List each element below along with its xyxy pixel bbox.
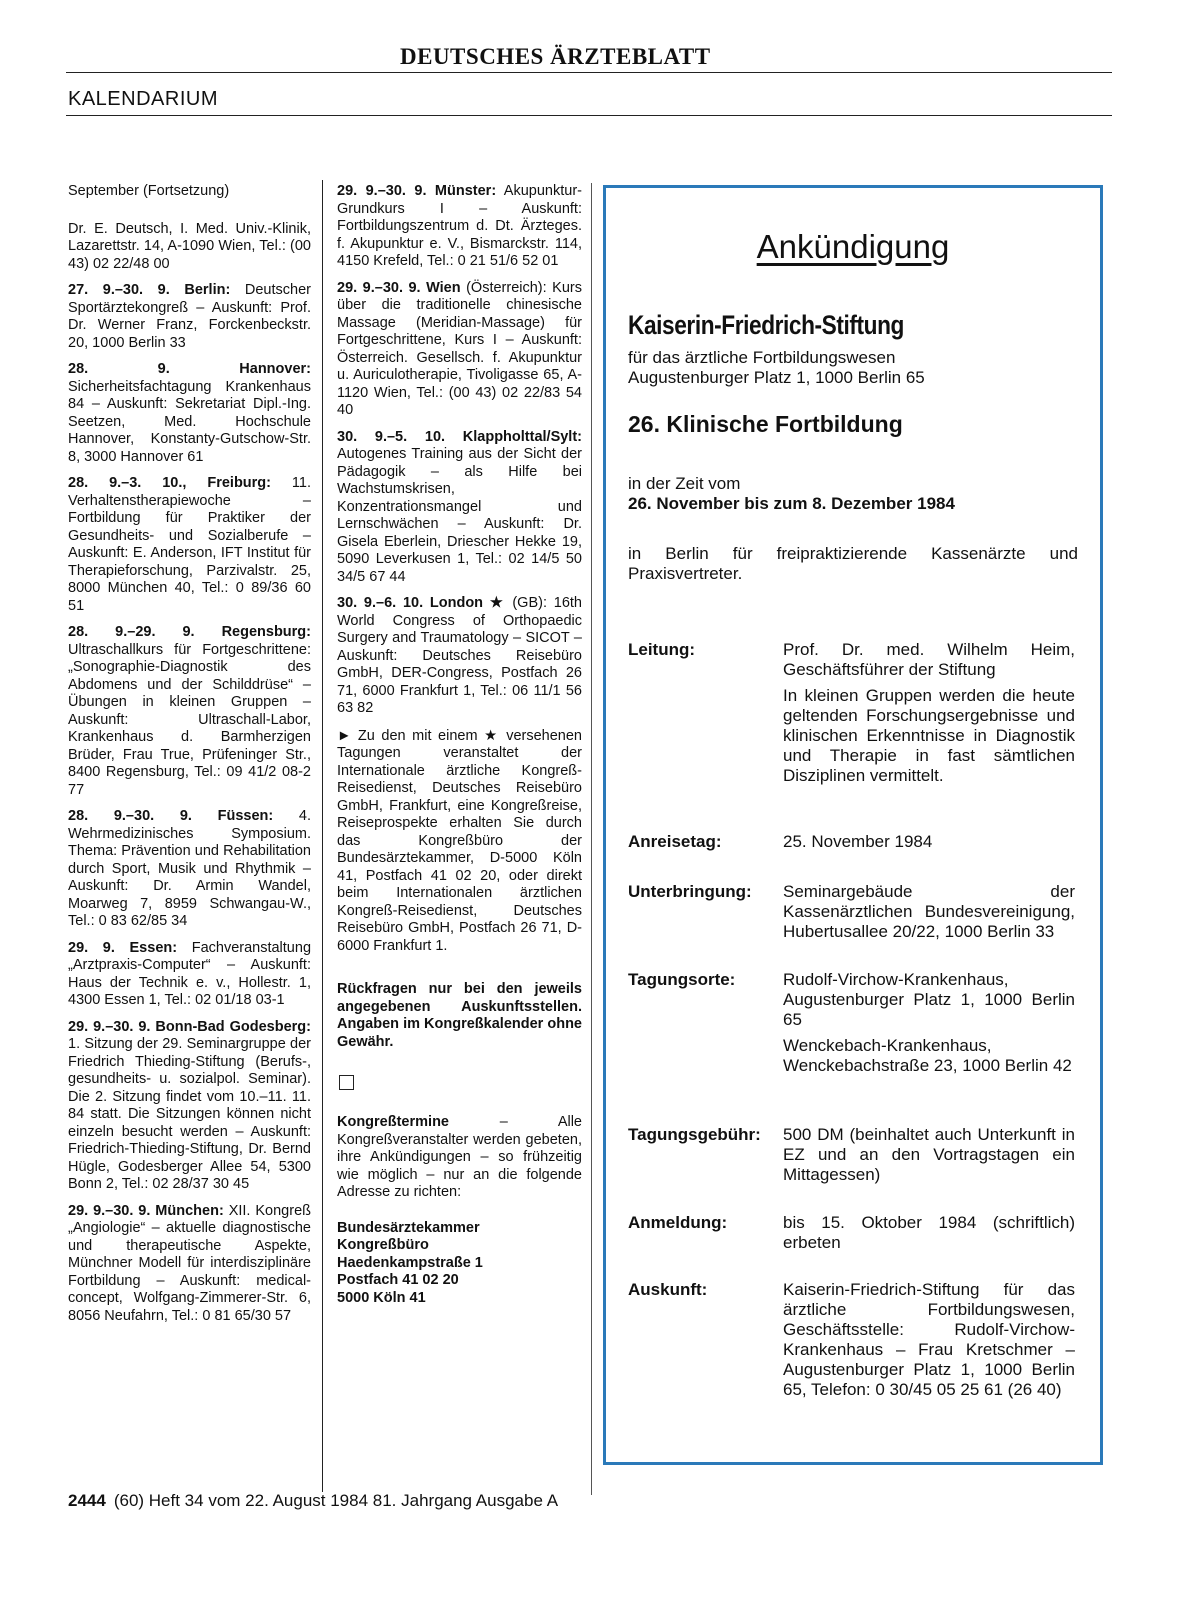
address-line: Haedenkampstraße 1 xyxy=(337,1254,483,1271)
announcement-box xyxy=(603,185,1103,1465)
page-footer xyxy=(68,1491,558,1511)
detail-label: Anmeldung: xyxy=(628,1213,728,1232)
checkbox-icon xyxy=(339,1075,354,1090)
kongress-heading: Kongreßtermine xyxy=(337,1114,449,1130)
contact-address xyxy=(337,1220,582,1308)
course-dates xyxy=(628,474,1078,514)
calendar-entry xyxy=(337,280,582,420)
entry-date-place: 29. 9.–30. 9. Bonn-Bad Godesberg: xyxy=(68,1018,311,1035)
address-line: Postfach 41 02 20 xyxy=(337,1272,459,1288)
entry-date-place: 28. 9.–29. 9. Regensburg: xyxy=(68,624,311,640)
entry-date-place: 28. 9.–3. 10., Freiburg: xyxy=(68,475,271,491)
entry-text: Autogenes Training aus der Sicht der Pädagogik – als Hilfe bei Wachstumskrisen, Konzentrationsmangel und Lernschwächen – Auskunft: Dr. Gisela Eberlein, Driescher Hekke 19, 5090 Leverkusen 1, Tel.: 02 14/5 50 34/5 67 44 xyxy=(337,446,582,585)
entry-text: Deutscher Sportärztekongreß – Auskunft: Prof. Dr. Werner Franz, Forckenbeckstr. 20, 1000 Berlin 33 xyxy=(68,282,311,351)
calendar-column-2 xyxy=(337,183,582,1307)
detail-value xyxy=(783,1125,1075,1191)
calendar-entries xyxy=(68,282,311,1325)
calendar-entry xyxy=(68,1203,311,1326)
address-line: Bundesärztekammer xyxy=(337,1219,480,1236)
entry-date-place: 27. 9.–30. 9. Berlin: xyxy=(68,282,231,298)
detail-paragraph: 25. November 1984 xyxy=(783,832,933,851)
calendar-entry xyxy=(337,595,582,718)
detail-value xyxy=(783,640,1075,792)
detail-label: Tagungsgebühr: xyxy=(628,1125,761,1144)
entry-text: (GB): 16th World Congress of Orthopaedic Surgery and Traumatology – SICOT – Auskunft: Deutsches Reisebüro GmbH, DER-Congress, Postfach 26 71, 6000 Frankfurt 1, Tel.: 06 11/1 56 63 82 xyxy=(337,595,582,716)
detail-paragraph: Prof. Dr. med. Wilhelm Heim, Geschäftsführer der Stiftung xyxy=(783,640,1075,679)
section-title: KALENDARIUM xyxy=(68,88,218,110)
entry-date-place: 28. 9.–30. 9. Füssen: xyxy=(68,808,274,824)
calendar-entry xyxy=(68,282,311,352)
entry-date-place: 28. 9. Hannover: xyxy=(68,361,311,377)
calendar-entry xyxy=(68,1019,311,1194)
entry-date-place: 29. 9.–30. 9. Wien xyxy=(337,279,461,296)
entry-date-place: 29. 9. Essen: xyxy=(68,939,178,956)
detail-label: Tagungsorte: xyxy=(628,970,736,989)
entry-text: Ultraschallkurs für Fortgeschrittene: „Sonographie-Diagnostik des Abdomens und der Schilddrüse“ – Übungen in kleinen Gruppen – Auskunft: Ultraschall-Labor, Krankenhaus d. Barmherzigen Brüder, Frau True, Prüfeninger Str., 8400 Regensburg, Tel.: 09 41/2 08-2 77 xyxy=(68,641,311,798)
header-rule xyxy=(66,72,1112,73)
calendar-entry xyxy=(68,940,311,1010)
org-address: Augustenburger Platz 1, 1000 Berlin 65 xyxy=(628,368,925,387)
detail-paragraph: Rudolf-Virchow-Krankenhaus, Augustenburger Platz 1, 1000 Berlin 65 xyxy=(783,970,1075,1029)
detail-paragraph: 500 DM (beinhaltet auch Unterkunft in EZ und an den Vortragstagen ein Mittagessen) xyxy=(783,1125,1075,1184)
disclaimer-note: Rückfragen nur bei den jeweils angegebenen Auskunftsstellen. Angaben im Kongreßkalender ohne Gewähr. xyxy=(337,981,582,1050)
calendar-entry xyxy=(337,183,582,271)
course-heading: 26. Klinische Fortbildung xyxy=(628,411,903,437)
announcement-title: Ankündigung xyxy=(756,228,950,265)
calendar-entry xyxy=(68,475,311,615)
calendar-column-1 xyxy=(68,183,311,1334)
kongress-text: – Alle Kongreßveranstalter werden gebeten, ihre Ankündigungen – so frühzeitig wie möglich – nur an die folgende Adresse zu richten: xyxy=(337,1114,582,1200)
detail-label: Unterbringung: xyxy=(628,882,752,901)
detail-value xyxy=(783,882,1075,948)
calendar-entry xyxy=(337,429,582,587)
page-number: 2444 xyxy=(68,1491,106,1510)
dates-label: in der Zeit vom xyxy=(628,474,741,493)
calendar-entry xyxy=(68,361,311,466)
issue-info: (60) Heft 34 vom 22. August 1984 81. Jahrgang Ausgabe A xyxy=(113,1491,559,1510)
course-audience: in Berlin für freipraktizierende Kassenärzte und Praxisvertreter. xyxy=(628,544,1078,583)
entry-date-place: 30. 9.–6. 10. London ★ xyxy=(337,595,506,611)
entry-date-place: 29. 9.–30. 9. Münster: xyxy=(337,183,497,199)
entry-text: 1. Sitzung der 29. Seminargruppe der Friedrich Thieding-Stiftung (Berufs-, gesundheits- u. sozialpol. Seminar). Die 2. Sitzung findet vom 10.–11. 11. 84 statt. Die Sitzungen können nicht einzeln besucht werden – Auskunft: Friedrich-Thieding-Stiftung, Dr. Bernd Hügle, Godesberger Allee 54, 5300 Bonn 2, Tel.: 02 28/37 30 45 xyxy=(68,1036,311,1192)
detail-value xyxy=(783,832,1075,858)
entry-text: Sicherheitsfachtagung Krankenhaus 84 – Auskunft: Sekretariat Dipl.-Ing. Seetzen, Med. Hochschule Hannover, Konstanty-Gutschow-Str. 8, 3000 Hannover 61 xyxy=(68,378,311,465)
entry-text: (Österreich): Kurs über die traditionelle chinesische Massage (Meridian-Massage) für Fortgeschrittene, Kurs I – Auskunft: Österreich. Gesellsch. f. Akupunktur u. Auriculotherapie, Tivoligasse 65, A-1120 Wien, Tel.: (00 43) 02 22/83 54 40 xyxy=(337,279,582,418)
column-divider xyxy=(322,180,323,1492)
calendar-entries xyxy=(337,183,582,718)
entry-text: Akupunktur-Grundkurs I – Auskunft: Fortbildungszentrum d. Dt. Ärzteges. f. Akupunktur e. V., Bismarckstr. 114, 4150 Krefeld, Tel.: 0 21 51/6 52 01 xyxy=(337,183,582,269)
entry-date-place: 29. 9.–30. 9. München: xyxy=(68,1202,224,1219)
entry-text: XII. Kongreß „Angiologie“ – aktuelle diagnostische und therapeutische Aspekte, Münchner Modell für interdisziplinäre Fortbildung – Auskunft: medical-concept, Wolfgang-Zimmerer-Str. 6, 8056 Neufahrn, Tel.: 0 81 65/30 57 xyxy=(68,1202,311,1324)
organization-subtitle xyxy=(628,348,1078,388)
entry-text: 4. Wehrmedizinisches Symposium. Thema: Prävention und Rehabilitation durch Sport, Musik und Rhythmik – Auskunft: Dr. Armin Wandel, Moarweg 7, 8959 Schwangau-W., Tel.: 0 83 62/85 34 xyxy=(68,808,311,929)
detail-paragraph: In kleinen Gruppen werden die heute geltenden Forschungsergebnisse und klinischen Erkenntnisse in Diagnostik und Therapie in fast sämtlichen Disziplinen vermittelt. xyxy=(783,686,1075,785)
section-rule xyxy=(66,115,1112,116)
entry-date-place: 30. 9.–5. 10. Klappholttal/Sylt: xyxy=(337,428,582,445)
dates-range: 26. November bis zum 8. Dezember 1984 xyxy=(628,494,955,513)
entry-text: 11. Verhaltenstherapiewoche – Fortbildung für Praktiker der Gesundheits- und Sozialberufe – Auskunft: E. Anderson, IFT Institut für Therapieforschung, Parzivalstr. 25, 8000 München 40, Tel.: 0 89/36 60 51 xyxy=(68,475,311,614)
detail-paragraph: Wenckebach-Krankenhaus, Wenckebachstraße 23, 1000 Berlin 42 xyxy=(783,1036,1072,1075)
detail-value xyxy=(783,1213,1075,1259)
entry-text: Fachveranstaltung „Arztpraxis-Computer“ – Auskunft: Haus der Technik e. v., Hollestr. 1, 4300 Essen 1, Tel.: 02 01/18 03-1 xyxy=(68,939,312,1008)
organization-name: Kaiserin-Friedrich-Stiftung xyxy=(628,310,904,340)
continuation-text: Dr. E. Deutsch, I. Med. Univ.-Klinik, Lazarettstr. 14, A-1090 Wien, Tel.: (00 43) 02 22/48 00 xyxy=(68,220,311,272)
detail-label: Leitung: xyxy=(628,640,696,659)
detail-paragraph: Kaiserin-Friedrich-Stiftung für das ärztliche Fortbildungswesen, Geschäftsstelle: Rudolf-Virchow-Krankenhaus – Frau Kretschmer – Augustenburger Platz 1, 1000 Berlin 65, Telefon: 0 30/45 05 25 61 (26 40) xyxy=(783,1280,1075,1399)
detail-paragraph: Seminargebäude der Kassenärztlichen Bundesvereinigung, Hubertusallee 20/22, 1000 Berlin 33 xyxy=(783,882,1075,941)
address-line: 5000 Köln 41 xyxy=(337,1289,426,1306)
column-divider xyxy=(591,183,592,1495)
calendar-entry xyxy=(68,808,311,931)
detail-label: Auskunft: xyxy=(628,1280,708,1299)
detail-value xyxy=(783,1280,1075,1406)
kongress-note xyxy=(337,1114,582,1202)
star-note: ► Zu den mit einem ★ versehenen Tagungen veranstaltet der Internationale ärztliche Kongreß-Reisedienst, Deutsches Reisebüro GmbH, Frankfurt, eine Kongreßreise, Reiseprospekte erhalten Sie durch das Kongreßbüro der Bundesärztekammer, D-5000 Köln 41, Postfach 41 02 20, oder direkt beim Internationalen ärztlichen Kongreß-Reisedienst, Deutsches Reisebüro GmbH, Postfach 26 71, D-6000 Frankfurt 1. xyxy=(337,727,582,954)
masthead-title: DEUTSCHES ÄRZTEBLATT xyxy=(400,44,711,69)
detail-value xyxy=(783,970,1075,1082)
detail-label: Anreisetag: xyxy=(628,832,722,851)
org-purpose: für das ärztliche Fortbildungswesen xyxy=(628,348,896,367)
continuation-heading: September (Fortsetzung) xyxy=(68,183,230,199)
calendar-entry xyxy=(68,624,311,799)
detail-paragraph: bis 15. Oktober 1984 (schriftlich) erbeten xyxy=(783,1213,1075,1252)
address-line: Kongreßbüro xyxy=(337,1237,429,1253)
